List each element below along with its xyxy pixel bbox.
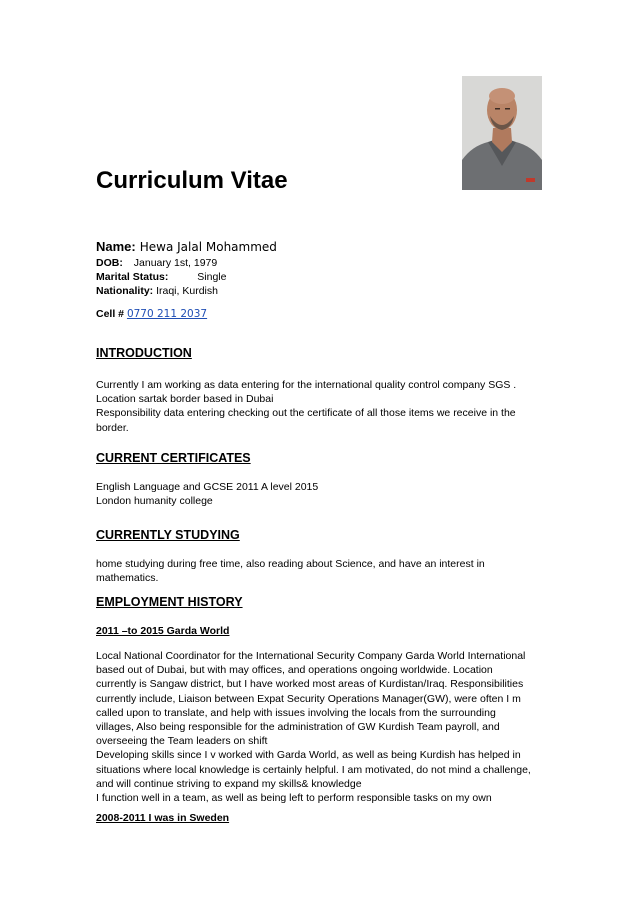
text-line: based out of Dubai, but with may offices, and operations ongoing worldwide. Location — [96, 664, 493, 677]
text-line: mathematics. — [96, 572, 159, 585]
text-line: villages, Also being responsible for the administration of GW Kurdish Team payroll, and — [96, 721, 500, 734]
name-line — [96, 239, 277, 255]
text-line: Developing skills since I v worked with Garda World, as well as being Kurdish has helped in — [96, 749, 521, 762]
job-title-garda: 2011 –to 2015 Garda World — [96, 625, 230, 637]
cell-label: Cell # — [96, 308, 125, 320]
job-title-sweden: 2008-2011 I was in Sweden — [96, 812, 230, 824]
marital-label: Marital Status: — [96, 271, 169, 283]
text-line: Location sartak border based in Dubai — [96, 393, 274, 406]
portrait-image — [462, 76, 542, 190]
text-line: situations where local knowledge is certainly helpful. I am motivated, do not mind a challenge, — [96, 763, 531, 776]
name-value: Hewa Jalal Mohammed — [139, 240, 277, 254]
nationality-line — [96, 284, 218, 298]
employment-heading: EMPLOYMENT HISTORY — [96, 595, 243, 609]
text-line: border. — [96, 421, 129, 434]
text-line: Local National Coordinator for the International Security Company Garda World International — [96, 650, 526, 662]
nationality-label: Nationality: — [96, 285, 154, 297]
introduction-text — [96, 378, 556, 435]
text-line: I function well in a team, as well as being left to perform responsible tasks on my own — [96, 792, 492, 805]
text-line: Responsibility data entering checking out the certificate of all those items we receive in the — [96, 407, 516, 420]
text-line: London humanity college — [96, 495, 213, 508]
certificates-heading: CURRENT CERTIFICATES — [96, 451, 251, 465]
studying-text — [96, 557, 556, 585]
nationality-value: Iraqi, Kurdish — [156, 285, 218, 297]
text-line: English Language and GCSE 2011 A level 2015 — [96, 481, 319, 493]
dob-value: January 1st, 1979 — [133, 257, 218, 269]
profile-photo — [462, 76, 542, 190]
page-title: Curriculum Vitae — [96, 167, 288, 194]
marital-line — [96, 270, 226, 284]
text-line: and will continue striving to expand my skills& knowledge — [96, 777, 362, 790]
introduction-heading: INTRODUCTION — [96, 346, 192, 360]
certificates-text — [96, 480, 556, 508]
cell-line — [96, 307, 207, 321]
name-label: Name: — [96, 239, 136, 254]
text-line: Currently I am working as data entering for the international quality control company SGS . — [96, 379, 517, 391]
text-line: called upon to translate, and help with issues involving the locals from the surrounding — [96, 706, 496, 719]
text-line: home studying during free time, also reading about Science, and have an interest in — [96, 558, 485, 570]
marital-value: Single — [197, 271, 227, 283]
text-line: currently is Sangaw district, but I have worked most areas of Kurdistan/Iraq. Responsibilities — [96, 678, 524, 691]
studying-heading: CURRENTLY STUDYING — [96, 528, 240, 542]
dob-line — [96, 256, 217, 270]
text-line: overseeing the Team leaders on shift — [96, 735, 268, 748]
dob-label: DOB: — [96, 257, 123, 269]
job-description-garda — [96, 649, 556, 805]
text-line: currently include, Liaison between Expat Security Operations Manager(GW), were often I m — [96, 692, 521, 705]
cell-phone-link[interactable]: 0770 211 2037 — [126, 308, 208, 320]
